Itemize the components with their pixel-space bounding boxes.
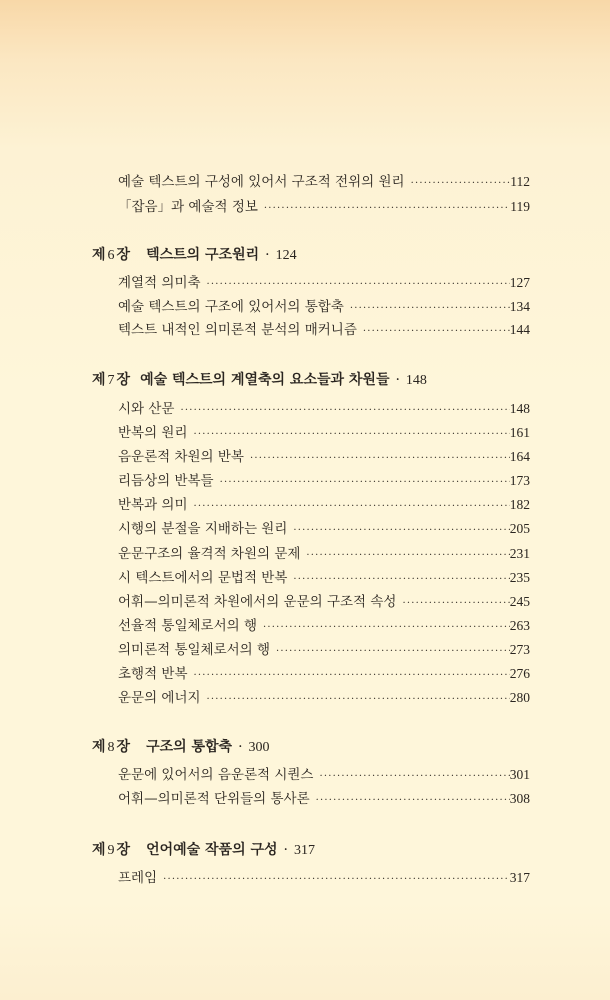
entry-page-number: 119 <box>510 199 530 214</box>
dot-leader <box>194 665 510 687</box>
toc-entry[interactable] <box>118 567 530 589</box>
toc-entry[interactable] <box>118 398 530 420</box>
entry-title: 예술 텍스트의 구조에 있어서의 통합축 <box>118 299 344 315</box>
chapter-page-number: 148 <box>405 373 427 388</box>
dot-leader <box>276 641 510 663</box>
chapter-page-number: 124 <box>275 248 297 263</box>
dot-leader <box>207 689 510 711</box>
dot-leader <box>306 545 509 567</box>
dot-leader <box>194 496 510 518</box>
dot-leader <box>207 274 510 296</box>
entry-title: 시행의 분절을 지배하는 원리 <box>118 521 288 537</box>
dot-leader <box>194 424 510 446</box>
dot-leader <box>293 520 509 542</box>
separator-dot: · <box>265 247 270 263</box>
chapter-page-number: 317 <box>293 843 315 858</box>
toc-entry[interactable] <box>118 319 530 341</box>
entry-title: 시와 산문 <box>118 401 175 417</box>
separator-dot: · <box>395 372 400 388</box>
entry-page-number: 112 <box>510 174 530 189</box>
entry-page-number: 127 <box>509 275 530 290</box>
entry-title: 예술 텍스트의 구성에 있어서 구조적 전위의 원리 <box>118 174 405 190</box>
separator-dot: · <box>238 739 243 755</box>
chapter-title: 예술 텍스트의 계열축의 요소들과 차원들 <box>140 372 390 388</box>
entry-title: 어휘—의미론적 차원에서의 운문의 구조적 속성 <box>118 594 397 610</box>
dot-leader <box>363 321 510 343</box>
chapter-title: 언어예술 작품의 구성 <box>146 842 278 858</box>
toc-entry[interactable] <box>118 171 530 193</box>
entry-title: 「잡음」과 예술적 정보 <box>118 199 258 215</box>
entry-page-number: 148 <box>509 401 530 416</box>
toc-entry[interactable] <box>118 687 530 709</box>
entry-page-number: 263 <box>509 618 530 633</box>
toc-entry[interactable] <box>118 422 530 444</box>
entry-title: 선율적 통일체로서의 행 <box>118 618 257 634</box>
entry-page-number: 161 <box>509 425 530 440</box>
dot-leader <box>293 569 509 591</box>
entry-title: 프레임 <box>118 870 158 886</box>
separator-dot: · <box>283 842 288 858</box>
dot-leader <box>263 617 510 639</box>
entry-title: 어휘—의미론적 단위들의 통사론 <box>118 791 310 807</box>
toc-entry[interactable] <box>118 639 530 661</box>
entry-page-number: 273 <box>509 642 530 657</box>
dot-leader <box>250 448 510 470</box>
entry-page-number: 245 <box>509 594 530 609</box>
entry-title: 음운론적 차원의 반복 <box>118 449 244 465</box>
entry-page-number: 164 <box>509 449 530 464</box>
chapter-label: 제 9 장 <box>92 842 131 858</box>
entry-page-number: 317 <box>509 870 530 885</box>
entry-title: 반복의 원리 <box>118 425 188 441</box>
toc-entry[interactable] <box>118 764 530 786</box>
chapter-label: 제 8 장 <box>92 739 131 755</box>
entry-page-number: 205 <box>509 521 530 536</box>
toc-entry[interactable] <box>118 788 530 810</box>
toc-entry[interactable] <box>118 296 530 318</box>
dot-leader <box>411 173 511 195</box>
dot-leader <box>402 593 509 615</box>
entry-page-number: 308 <box>509 791 530 806</box>
entry-page-number: 134 <box>509 299 530 314</box>
chapter-title: 구조의 통합축 <box>146 739 233 755</box>
chapter-heading-9[interactable] <box>92 838 315 862</box>
entry-title: 반복과 의미 <box>118 497 188 513</box>
chapter-label: 제 6 장 <box>92 247 131 263</box>
entry-page-number: 280 <box>509 690 530 705</box>
entry-title: 리듬상의 반복들 <box>118 473 214 489</box>
dot-leader <box>220 472 510 494</box>
entry-page-number: 182 <box>509 497 530 512</box>
entry-page-number: 276 <box>509 666 530 681</box>
entry-page-number: 144 <box>509 322 530 337</box>
entry-title: 의미론적 통일체로서의 행 <box>118 642 271 658</box>
entry-page-number: 235 <box>509 570 530 585</box>
entry-page-number: 231 <box>509 546 530 561</box>
entry-title: 텍스트 내적인 의미론적 분석의 매커니즘 <box>118 322 357 338</box>
toc-entry[interactable] <box>118 591 530 613</box>
chapter-heading-8[interactable] <box>92 735 270 759</box>
toc-entry[interactable] <box>118 272 530 294</box>
dot-leader <box>264 198 510 220</box>
entry-title: 운문구조의 율격적 차원의 문제 <box>118 546 301 562</box>
entry-title: 운문에 있어서의 음운론적 시퀀스 <box>118 767 314 783</box>
toc-entry[interactable] <box>118 518 530 540</box>
toc-entry[interactable] <box>118 494 530 516</box>
toc-entry[interactable] <box>118 543 530 565</box>
toc-entry[interactable] <box>118 663 530 685</box>
chapter-heading-6[interactable] <box>92 243 297 267</box>
toc-entry[interactable] <box>118 615 530 637</box>
dot-leader <box>319 766 509 788</box>
chapter-page-number: 300 <box>248 740 270 755</box>
toc-entry[interactable] <box>118 446 530 468</box>
chapter-title: 텍스트의 구조원리 <box>146 247 260 263</box>
toc-entry[interactable] <box>118 867 530 889</box>
entry-title: 계열적 의미축 <box>118 275 201 291</box>
toc-entry[interactable] <box>118 470 530 492</box>
dot-leader <box>163 869 510 891</box>
chapter-heading-7[interactable] <box>92 368 427 392</box>
dot-leader <box>350 298 510 320</box>
entry-page-number: 173 <box>509 473 530 488</box>
chapter-label: 제 7 장 <box>92 372 131 388</box>
dot-leader <box>316 790 510 812</box>
dot-leader <box>180 400 509 422</box>
entry-title: 운문의 에너지 <box>118 690 201 706</box>
entry-title: 초행적 반복 <box>118 666 188 682</box>
toc-entry[interactable] <box>118 196 530 218</box>
entry-title: 시 텍스트에서의 문법적 반복 <box>118 570 288 586</box>
entry-page-number: 301 <box>509 767 530 782</box>
